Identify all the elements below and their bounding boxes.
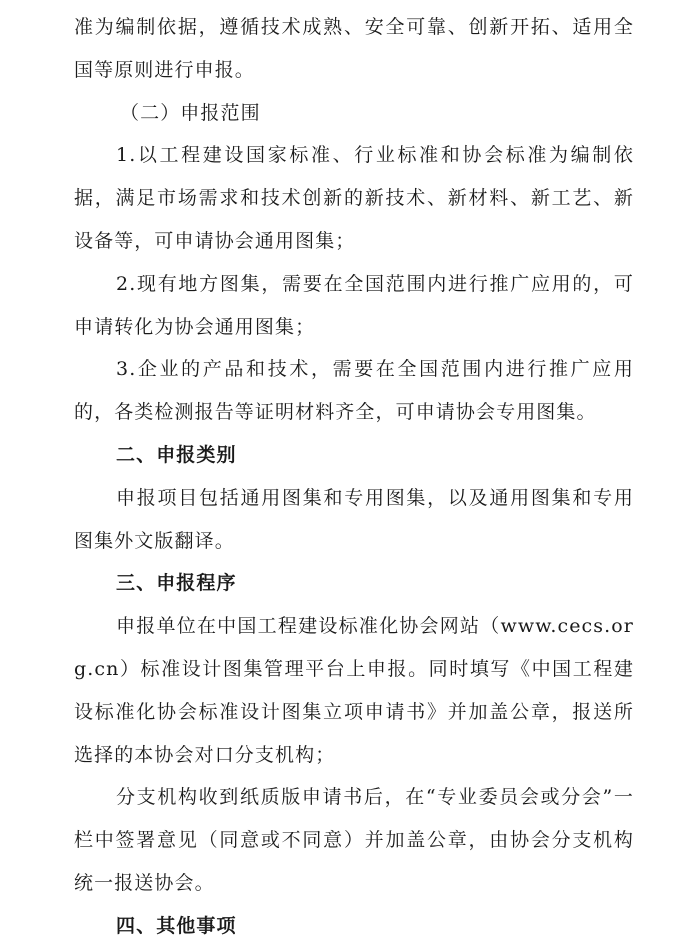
scope-subheading: （二）申报范围 [120,101,261,124]
scope-item-3: 3.企业的产品和技术，需要在全国范围内进行推广应用的，各类检测报告等证明材料齐全，可申请协会专用图集。 [74,358,634,424]
section-2-paragraph: 申报项目包括通用图集和专用图集，以及通用图集和专用图集外文版翻译。 [74,486,634,552]
intro-paragraph-continuation: 准为编制依据，遵循技术成熟、安全可靠、创新开拓、适用全国等原则进行申报。 [74,16,634,81]
scope-item-1: 1.以工程建设国家标准、行业标准和协会标准为编制依据，满足市场需求和技术创新的新技术、新材料、新工艺、新设备等，可申请协会通用图集； [74,144,634,252]
section-3-paragraph-2: 分支机构收到纸质版申请书后，在“专业委员会或分会”一栏中签署意见（同意或不同意）并加盖公章，由协会分支机构统一报送协会。 [74,786,634,894]
section-4-heading: 四、其他事项 [116,914,237,937]
section-3-heading: 三、申报程序 [116,572,237,595]
section-2-heading: 二、申报类别 [116,443,237,466]
section-3-paragraph-1: 申报单位在中国工程建设标准化协会网站（www.cecs.org.cn）标准设计图集管理平台上申报。同时填写《中国工程建设标准化协会标准设计图集立项申请书》并加盖公章，报送所选择的本协会对口分支机构； [74,615,634,766]
document-body [74,6,634,948]
scope-item-2: 2.现有地方图集，需要在全国范围内进行推广应用的，可申请转化为协会通用图集； [74,272,634,338]
